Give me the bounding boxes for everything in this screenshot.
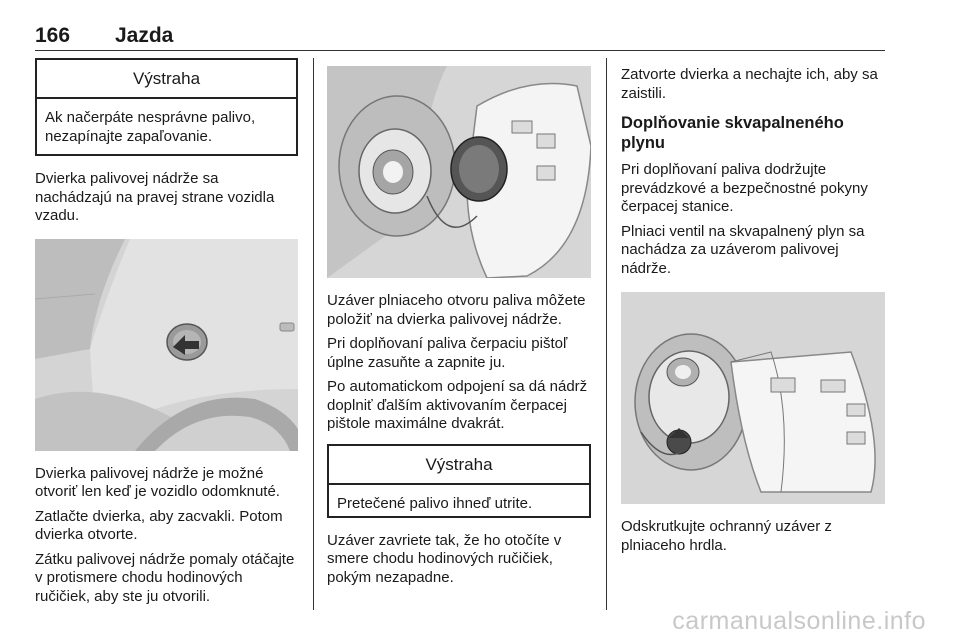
paragraph: Uzáver plniaceho otvoru paliva môžete položiť na dvierka palivovej nádrže. xyxy=(327,292,586,328)
warning-box-1 xyxy=(35,58,298,156)
page-number: 166 xyxy=(35,24,71,47)
warning-title: Výstraha xyxy=(37,60,296,99)
section-heading: Doplňovanie skvapalneného plynu xyxy=(621,114,844,152)
car-rear-illustration xyxy=(35,239,298,451)
column-divider-2 xyxy=(606,58,607,610)
paragraph: Plniaci ventil na skvapalnený plyn sa nachádza za uzáverom palivovej nádrže. xyxy=(621,222,865,277)
paragraph: Pri doplňovaní paliva čerpaciu pištoľ úplne zasuňte a zapnite ju. xyxy=(327,335,568,371)
warning-box-2 xyxy=(327,444,591,518)
figure-lpg-filler-valve xyxy=(621,292,885,504)
figure-car-rear-fuel-door xyxy=(35,239,298,451)
paragraph: Pri doplňovaní paliva dodržujte prevádzkové a bezpečnostné pokyny čerpacej stanice. xyxy=(621,161,868,215)
header-divider xyxy=(35,50,885,51)
warning-text: Ak načerpáte nesprávne palivo, nezapínajte zapaľovanie. xyxy=(45,109,256,145)
paragraph: Po automatickom odpojení sa dá nádrž doplniť ďalším aktivovaním čerpacej pištole maximálne dvakrát. xyxy=(327,378,588,432)
paragraph: Zatvorte dvierka a nechajte ich, aby sa zaistili. xyxy=(621,66,878,102)
paragraph: Odskrutkujte ochranný uzáver z plniaceho hrdla. xyxy=(621,518,832,554)
column-divider-1 xyxy=(313,58,314,610)
page-title: Jazda xyxy=(115,24,174,47)
paragraph: Dvierka palivovej nádrže je možné otvoriť len keď je vozidlo odomknuté. xyxy=(35,464,280,500)
page-header xyxy=(35,24,885,52)
paragraph: Zatlačte dvierka, aby zacvakli. Potom dvierka otvorte. xyxy=(35,507,283,543)
paragraph: Dvierka palivovej nádrže sa nachádzajú na pravej strane vozidla vzadu. xyxy=(35,170,275,224)
warning-title: Výstraha xyxy=(329,446,589,485)
warning-text: Pretečené palivo ihneď utrite. xyxy=(337,494,533,512)
watermark: carmanualsonline.info xyxy=(672,607,926,635)
paragraph: Zátku palivovej nádrže pomaly otáčajte v protismere chodu hodinových ručičiek, aby ste ju otvorili. xyxy=(35,550,295,605)
column-1 xyxy=(35,58,298,606)
column-2 xyxy=(327,58,591,587)
column-3 xyxy=(621,58,885,555)
figure-open-fuel-door xyxy=(327,66,591,278)
fuel-cap-illustration xyxy=(327,66,591,278)
paragraph: Uzáver zavriete tak, že ho otočíte v smere chodu hodinových ručičiek, pokým nezapadne. xyxy=(327,531,562,586)
lpg-valve-illustration xyxy=(621,292,885,504)
